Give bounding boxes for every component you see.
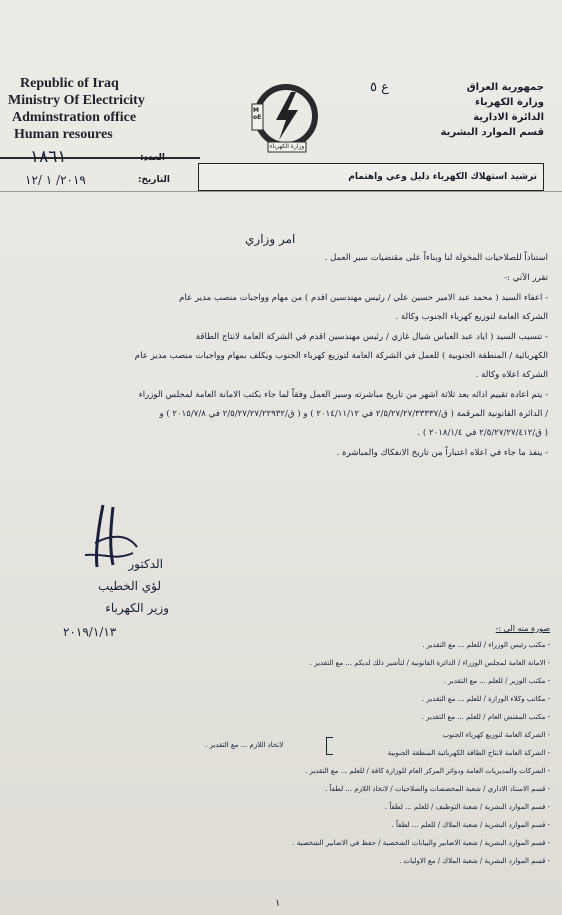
cc-bracket-note: لاتخاذ اللازم ... مع التقدير . [205,741,284,749]
cc-item: - مكتب الوزير / للعلم ... مع التقدير . [443,677,550,685]
logo-letters: MoE [253,107,262,121]
english-letterhead [8,75,208,143]
arabic-header-line-3: الدائرة الادارية [473,112,544,123]
cc-label: صورة منه الى :- [495,624,550,633]
order-paragraph-4: - ينفذ ما جاء في اعلاه اعتباراً من تاريخ الانفكاك والمباشرة . [336,448,548,458]
signatory-name: لؤي الخطيب [97,579,161,593]
motto-box [198,163,544,191]
cc-item: - قسم الموارد البشرية / شعبة الملاك / مع الاوليات . [399,857,550,865]
number-row [20,147,165,169]
number-value: ١٨٦١ [30,147,67,167]
motto-text: ترشيد استهلاك الكهرباء دليل وعي واهتمام [348,172,537,182]
date-row [20,173,170,191]
signature-date: ٢٠١٩/١/١٣ [63,625,117,639]
order-title: امر وزاري [245,232,296,246]
cc-item: - الشركة العامة لانتاج الطاقة الكهربائية المنطقة الجنوبية [387,749,550,757]
logo-caption: وزارة الكهرباء [269,143,305,150]
english-header-line-3: Adminstration office [12,110,137,125]
arabic-header-line-1: جمهورية العراق [466,82,544,93]
signatory-title: الدكتور [128,557,163,571]
english-header-line-4: Human resoures [14,127,113,142]
order-paragraph-2b: الكهربائية / المنطقة الجنوبية ) للعمل في الشركة العامة لتوزيع كهرباء الجنوب ويكلف بمهام وواجبات منصب مدير عام [134,351,548,361]
order-preamble: استناداً للصلاحيات المخولة لنا وبناءاً على مقتضيات سير العمل . [324,253,548,263]
cc-item: - الشركة العامة لتوزيع كهرباء الجنوب [442,731,550,739]
arabic-header-line-2: وزارة الكهرباء [475,97,544,108]
order-paragraph-1b: الشركة العامة لتوزيع كهرباء الجنوب وكالة . [395,312,548,322]
order-paragraph-3c: ( ق/٢/٥/٢٧/٢٧/٤١٢ في ٢٠١٨/١/٤ ) . [417,428,548,438]
cc-item: - مكتب المفتش العام / للعلم ... مع التقدير . [421,713,550,721]
cc-item: - قسم الموارد البشرية / شعبة الاضابير والبيانات الشخصية / حفظ في الاضابير الشخصية . [292,839,550,847]
page-number: ١ [275,898,281,909]
corner-code: ع ٥ [370,80,389,95]
order-paragraph-1: - اعفاء السيد ( محمد عبد الامير حسين علي / رئيس مهندسين اقدم ) من مهام وواجبات منصب مدير عام [179,293,548,303]
order-paragraph-2c: الشركة اعلاه وكالة . [475,370,548,380]
order-paragraph-3: - يتم اعادة تقييم ادائه بعد ثلاثة اشهر من تاريخ مباشرته وسير العمل وفقاً لما جاء بكتب الامانة العامة لمجلس الوزراء [138,390,548,400]
order-decision-label: تقرر الآتي :- [504,273,548,283]
motto-underline [0,191,562,192]
cc-item: - الامانة العامة لمجلس الوزراء / الدائرة القانونية / لتأشير ذلك لديكم ... مع التقدير . [309,659,550,667]
order-body [28,252,548,459]
number-label: العدد: [140,153,165,163]
english-header-line-2: Ministry Of Electricity [8,93,145,108]
cc-item: - الشركات والمديريات العامة ودوائر المركز العام للوزارة كافة / للعلم ... مع التقدير . [305,767,550,775]
date-label: التاريخ: [137,175,170,185]
arabic-letterhead [384,80,544,140]
arabic-header-line-4: قسم الموارد البشرية [440,127,544,138]
cc-item: - مكتب رئيس الوزراء / للعلم ... مع التقدير . [422,641,550,649]
cc-item: - قسم الاسناد الاداري / شعبة المخصصات والصلاحيات / لاتخاذ اللازم ... لطفاً . [325,785,550,793]
order-paragraph-2: - تنسيب السيد ( اياد عبد العباس شيال غازي / رئيس مهندسين اقدم في الشركة العامة لانتاج الطاقة [195,332,548,342]
english-header-line-1: Republic of Iraq [20,76,119,91]
order-paragraph-3b: / الدائرة القانونية المرقمة ( ق/٢/٥/٢٧/٢٧/٣٣٣٣٧ في ٢٠١٤/١١/١٢ ) و ( ق/٢/٥/٢٧/٢٧/٢٢٩٣٢ في ٢٠١٥/٧/٨ ) و [159,409,548,419]
signature-block [55,495,175,655]
date-value: ٢٠١٩/ ١ /١٢ [25,173,86,187]
cc-item: - قسم الموارد البشرية / شعبة الملاك / للعلم ... لطفاً . [391,821,550,829]
cc-item: - قسم الموارد البشرية / شعبة التوظيف / للعلم ... لطفاً . [384,803,550,811]
cc-bracket [326,737,333,755]
ministry-logo [246,82,322,154]
signatory-position: وزير الكهرباء [105,601,169,615]
cc-item: - مكاتب وكلاء الوزارة / للعلم ... مع التقدير . [422,695,550,703]
